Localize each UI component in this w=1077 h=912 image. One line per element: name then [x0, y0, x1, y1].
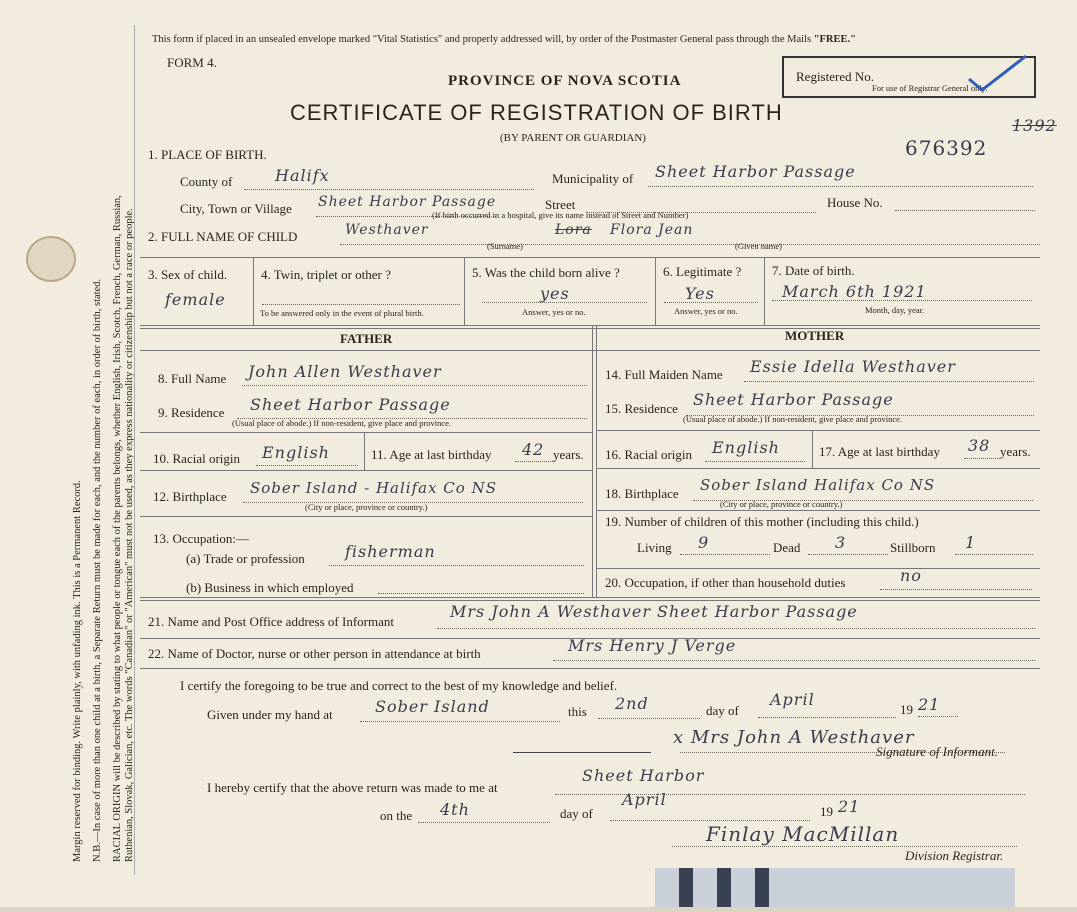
registrar-signature: Finlay MacMillan — [706, 822, 900, 846]
mother-heading: MOTHER — [785, 328, 845, 343]
municipality-label: Municipality of — [552, 171, 634, 186]
legit-label: 6. Legitimate ? — [663, 264, 742, 279]
given-month-value: April — [770, 690, 815, 709]
form-number: FORM 4. — [167, 55, 217, 70]
mother-occupation-label: 20. Occupation, if other than household duties — [605, 575, 846, 590]
given-day-value: 2nd — [615, 694, 649, 713]
mother-residence-value: Sheet Harbor Passage — [693, 390, 894, 409]
alive-label: 5. Was the child born alive ? — [472, 265, 620, 280]
father-residence-value: Sheet Harbor Passage — [250, 395, 451, 414]
business-label: (b) Business in which employed — [186, 580, 354, 595]
doctor-label: 22. Name of Doctor, nurse or other person in attendance at birth — [148, 646, 481, 661]
father-abode-note: (Usual place of abode.) If non-resident, give place and province. — [232, 418, 452, 428]
mother-race-value: English — [712, 438, 780, 457]
racial-note-2: Ruthenian, Slovak, Galician, etc. The words "Canadian" or "American" must not be used, as they express nationality or citizenship but not a race or people. — [124, 208, 135, 862]
living-label: Living — [637, 540, 672, 555]
registered-label: Registered No. — [796, 69, 874, 84]
stillborn-label: Stillborn — [890, 540, 936, 555]
return-year-label: 19 — [820, 804, 833, 819]
mother-age-label: 17. Age at last birthday — [819, 444, 940, 459]
given-year-value: 21 — [918, 695, 941, 714]
racial-note-1: RACIAL ORIGIN will be described by stating to what people or tongue each of the parents belongs, whether English, Irish, Scotch, French, German, Russian, — [112, 195, 123, 862]
certificate-number: 676392 — [905, 136, 988, 160]
signature-informant-caption: Signature of Informant. — [876, 744, 998, 759]
father-years: years. — [553, 447, 584, 462]
place-of-birth-heading: 1. PLACE OF BIRTH. — [148, 147, 267, 162]
twin-label: 4. Twin, triplet or other ? — [261, 267, 391, 282]
county-label: County of — [180, 174, 233, 189]
registered-number-box — [782, 56, 1036, 98]
punch-hole — [26, 236, 76, 282]
given-value: Flora Jean — [610, 222, 694, 238]
sex-label: 3. Sex of child. — [148, 267, 228, 282]
county-value: Halifx — [275, 166, 330, 185]
return-place-value: Sheet Harbor — [582, 766, 705, 785]
this-label: this — [568, 704, 587, 719]
sex-value: female — [165, 290, 226, 309]
informant-signature: x Mrs John A Westhaver — [673, 727, 915, 748]
dead-value: 3 — [835, 533, 847, 552]
mail-free: "FREE." — [813, 34, 856, 45]
father-age-label: 11. Age at last birthday — [371, 447, 492, 462]
certificate-title: CERTIFICATE OF REGISTRATION OF BIRTH — [290, 100, 783, 125]
division-registrar-caption: Division Registrar. — [905, 848, 1004, 863]
certificate-subtitle: (BY PARENT OR GUARDIAN) — [500, 132, 646, 144]
father-bp-note: (City or place, province or country.) — [305, 502, 428, 512]
street-label: Street — [545, 197, 576, 212]
certificate-page: Margin reserved for binding. Write plainly, with unfading ink. This is a Permanent Record. N.B.—In case of more than one child at a birth, a Separate Return must be made for each, and the number of each, in order of birth, stated. RACIAL ORIGIN will be described by stating to what people or tongue each of the parents belongs, whether English, Irish, Scotch, French, German, Russian, Ruthenian, Slovak, Galician, etc. The words "Canadian" or "American" must not be used, as they express nationality or citizenship but not a race or people. This form if placed in an unsealed envelope marked "Vital Statistics" and properly addressed will, by order of the Postmaster General pass through the Mails "FREE." FORM 4. PROVINCE OF NOVA SCOTIA CERTIFICATE OF REGISTRATION OF BIRTH (BY PARENT OR GUARDIAN) Registered No. For use of Registrar General only. 1392 676392 1. PLACE OF BIRTH. County of Halifx Municipality of Sheet Harbor Passage City, Town or Village Sheet Harbor Passage Street House No. (If birth occurred in a hospital, give its name instead of Street and Number) 2. FULL NAME OF CHILD Westhaver (Surname) Lora Flora Jean (Given name) 3. Sex of child. female 4. Twin, triplet or other ? To be answered only in the event of plural birth. 5. Was the child born alive ? yes Answer, yes or no. 6. Legitimate ? Yes Answer, yes or no. 7. Date of birth. March 6th 1921 Month, day, year. FATHER MOTHER 8. Full Name John Allen Westhaver 9. Residence Sheet Harbor Passage (Usual place of abode.) If non-resident, give place and province. 10. Racial origin English 11. Age at last birthday 42 years. 12. Birthplace Sober Island - Halifax Co NS (City or place, province or country.) 13. Occupation:— (a) Trade or profession fisherman (b) Business in which employed 14. Full Maiden Name Essie Idella Westhaver 15. Residence Sheet Harbor Passage (Usual place of abode.) If non-resident, give place and province. 16. Racial origin English 17. Age at last birthday 38 years. 18. Birthplace Sober Island Halifax Co NS (City or place, province or country.) 19. Number of children of this mother (including this child.) Living 9 Dead 3 Stillborn 1 20. Occupation, if other than household duties no 21. Name and Post Office address of Informant Mrs John A Westhaver Sheet Harbor Passage 22. Name of Doctor, nurse or other person in attendance at birth Mrs Henry J Verge I certify the foregoing to be true and correct to the best of my knowledge and belief. Given under my hand at Sober Island this 2nd day of April 19 21 x Mrs John A Westhaver Signature of Informant. I hereby certify that the above return was made to me at Sheet Harbor on the 4th day of April 19 21 Finlay MacMillan Division Registrar. — [0, 0, 1077, 907]
given-hand-label: Given under my hand at — [207, 707, 333, 722]
check-mark-icon — [964, 54, 1034, 94]
mother-years: years. — [1000, 444, 1031, 459]
hospital-note: (If birth occurred in a hospital, give its name instead of Street and Number) — [432, 210, 689, 220]
father-name-value: John Allen Westhaver — [248, 362, 442, 381]
dob-value: March 6th 1921 — [782, 282, 927, 301]
alive-note: Answer, yes or no. — [522, 307, 586, 317]
mother-birthplace-label: 18. Birthplace — [605, 486, 679, 501]
given-year-label: 19 — [900, 702, 913, 717]
father-residence-label: 9. Residence — [158, 405, 225, 420]
father-birthplace-label: 12. Birthplace — [153, 489, 227, 504]
given-struck: Lora — [555, 222, 592, 238]
mother-residence-label: 15. Residence — [605, 401, 678, 416]
house-label: House No. — [827, 195, 883, 210]
informant-label: 21. Name and Post Office address of Informant — [148, 614, 394, 629]
dead-label: Dead — [773, 540, 801, 555]
father-birthplace-value: Sober Island - Halifax Co NS — [250, 479, 497, 497]
city-value: Sheet Harbor Passage — [318, 194, 497, 210]
father-race-value: English — [262, 443, 330, 462]
dob-note: Month, day, year. — [865, 305, 925, 315]
mother-name-label: 14. Full Maiden Name — [605, 367, 723, 382]
twin-note: To be answered only in the event of plural birth. — [260, 308, 424, 318]
legit-note: Answer, yes or no. — [674, 306, 738, 316]
doctor-value: Mrs Henry J Verge — [568, 636, 737, 655]
struck-number: 1392 — [1012, 116, 1057, 135]
certify-text: I certify the foregoing to be true and correct to the best of my knowledge and belief. — [180, 678, 618, 693]
return-year-value: 21 — [838, 797, 861, 816]
informant-value: Mrs John A Westhaver Sheet Harbor Passage — [450, 602, 858, 621]
municipality-value: Sheet Harbor Passage — [655, 162, 856, 181]
province-heading: PROVINCE OF NOVA SCOTIA — [448, 73, 682, 89]
mother-occupation-value: no — [900, 566, 922, 585]
father-name-label: 8. Full Name — [158, 371, 227, 386]
mother-age-value: 38 — [968, 436, 991, 455]
father-race-label: 10. Racial origin — [153, 451, 241, 466]
father-heading: FATHER — [340, 331, 393, 346]
surname-value: Westhaver — [345, 222, 429, 238]
mother-bp-note: (City or place, province or country.) — [720, 499, 843, 509]
registered-note: For use of Registrar General only. — [872, 83, 988, 93]
given-place-value: Sober Island — [375, 697, 490, 716]
dob-label: 7. Date of birth. — [772, 263, 855, 278]
city-label: City, Town or Village — [180, 201, 292, 216]
nb-note: N.B.—In case of more than one child at a birth, a Separate Return must be made for each, and the number of each, in order of birth, stated. — [92, 278, 103, 862]
children-label: 19. Number of children of this mother (including this child.) — [605, 514, 919, 529]
day-of-label: day of — [706, 703, 739, 718]
mail-notice: This form if placed in an unsealed envelope marked "Vital Statistics" and properly addressed will, by order of the Postmaster General pass through the Mails "FREE." — [152, 34, 856, 45]
alive-value: yes — [540, 284, 570, 303]
binder-tab — [655, 868, 1015, 907]
stillborn-value: 1 — [965, 533, 977, 552]
on-the-label: on the — [380, 808, 413, 823]
occupation-label: 13. Occupation:— — [153, 531, 250, 546]
legit-value: Yes — [685, 284, 715, 303]
return-label: I hereby certify that the above return was made to me at — [207, 780, 498, 795]
mother-birthplace-value: Sober Island Halifax Co NS — [700, 476, 936, 494]
given-note: (Given name) — [735, 241, 782, 251]
father-age-value: 42 — [522, 440, 545, 459]
margin-note: Margin reserved for binding. Write plainly, with unfading ink. This is a Permanent Record. — [72, 480, 83, 862]
trade-value: fisherman — [345, 542, 436, 561]
return-day-value: 4th — [440, 800, 470, 819]
mother-name-value: Essie Idella Westhaver — [750, 357, 956, 376]
return-month-value: April — [622, 790, 667, 809]
surname-note: (Surname) — [487, 241, 523, 251]
mother-abode-note: (Usual place of abode.) If non-resident, give place and province. — [683, 414, 903, 424]
mother-race-label: 16. Racial origin — [605, 447, 693, 462]
living-value: 9 — [698, 533, 710, 552]
return-day-of-label: day of — [560, 806, 593, 821]
trade-label: (a) Trade or profession — [186, 551, 305, 566]
